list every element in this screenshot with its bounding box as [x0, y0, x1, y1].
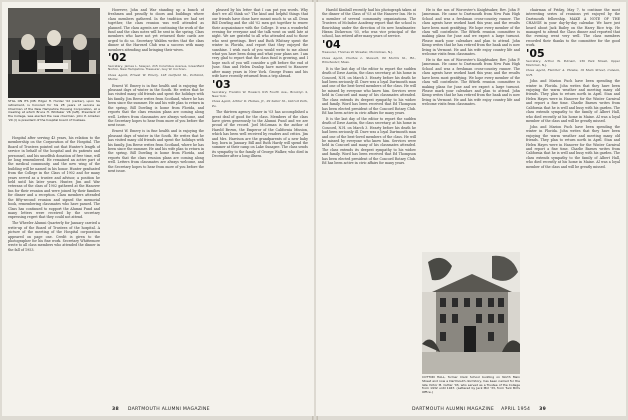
left-page-number: 38 — [112, 407, 119, 412]
class-02-notes-cont: Ernest W. Emery is in fine health and is enjoying the pleasant days of winter in the South. He writes that he has visited many old friends and spent the holidays with his family. Jim Reese writes from Scotland, where he has been since the summer. He and his wife plan to return in the spring. Bill Dowling is home from Florida, and reports that the class reunion plans are coming along well. Letters from classmates are always welcome, and the Secretary hopes to hear from more of you before the next issue. — [108, 129, 204, 173]
class-02-byline: Secretary, Jamea L. Sawyer, 215 Columbus Avenue, Greenfield Norton, New Hampshire. Treasurer, Guy W. Cochran. — [108, 63, 204, 72]
class-05-agent: Class Agent, Fletcher A. Hawks, 19 Main Street, Canaan, N.H. — [526, 68, 620, 77]
class-05-heading: '05 — [526, 46, 545, 60]
left-col2-paragraph: However, John and War standing up a bunch of freshmen and proudly to doors and buildings where class members gathered. In the tradition we had set together, the class reunion was well attended as planned. The class agents are continuing the work of the fund and the class notes will be sent in the spring. Class members who have not yet returned their cards are urged to do so. Secretary Walden writes that the class dinner at the Harvard Club was a success with many members attending and bringing their wives. — [108, 8, 204, 52]
right-col2-paragraph: He is the son of Worcester's Knightsaker, Rev. John P. Jamesman. He came to Dartmouth from New Pain High School and was a freshman cross-country runner. The class agents have worked hard this year, and the results have been most gratifying. We hope every member of the class will contribute. The fiftieth reunion committee is making plans for June and we expect a large turnout. Please mark your calendars and plan to attend. John Kemp writes that he has retired from the bank and is now living in Vermont. He and his wife enjoy country life and welcome visits from classmates. — [422, 8, 520, 57]
right-footer — [412, 407, 546, 412]
class-05-notes: John and Marion Fuch have been spending the winter in Florida. John writes that they have been enjoying the warm weather and meeting many old friends. They plan to return north in April. Stan and Helen Hayes were in Hanover for the Winter Carnival and report a fine time. Charlie Barnes writes from California that he is well and busy with his garden. The class extends sympathy to the family of Albert Hall, who died recently at his home in Maine. Al was a loyal member of the class and will be greatly missed. — [526, 79, 620, 123]
cutter-hall-photo — [422, 252, 520, 374]
class-04-byline: Treasurer, Thomas W. Streeter, Morristown, N.J. — [322, 50, 393, 55]
left-magazine-title: DARTMOUTH ALUMNI MAGAZINE — [127, 407, 210, 412]
class-03-heading: '03 — [212, 77, 231, 91]
left-column-3 — [212, 8, 308, 402]
class-03-agent: Class Agent, Arthur D. Haines, Jr., 29 Sellar St., Detroit Park, Pa. — [212, 99, 308, 108]
left-col1-paragraph-2: The Wheeler Alumni Quarterly for January carried a write-up of the Board of Trustees of the hospital. A picture of the meeting of the Hospital corporation appeared on page one. Credit is given to the photographer for his fine work. Secretary Whittemore wrote to all class members who attended the dinner in the fall of 1953. — [8, 221, 100, 252]
class-03-byline: Secretary, Franklin W. Howard, 615 Fourth Ave., Brooklyn 4, New York. — [212, 90, 308, 98]
right-col1-paragraph: Harold Kimball recently had his photograph taken at the dinner of the Class of '03 at the Hanover Inn. He is a member of several community organizations. The Trustees of McIndoe Academy report that the school is flourishing under the direction of its new headmaster. Hiram Dickerson '03, who was vice principal of the school, has retired after many years of service. — [322, 8, 416, 39]
right-col2-paragraph-2: He is the son of Worcester's Knightsaker, Rev. John P. Jamesman. He came to Dartmouth from New Pain High School and was a freshman cross-country runner. The class agents have worked hard this year, and the results have been most gratifying. We hope every member of the class will contribute. The fiftieth reunion committee is making plans for June and we expect a large turnout. Please mark your calendars and plan to attend. John Kemp writes that he has retired from the bank and is now living in Vermont. He and his wife enjoy country life and welcome visits from classmates. — [422, 58, 520, 107]
class-05-notes-cont: John and Marion Fuch have been spending the winter in Florida. John writes that they have been enjoying the warm weather and meeting many old friends. They plan to return north in April. Stan and Helen Hayes were in Hanover for the Winter Carnival and report a fine time. Charlie Barnes writes from California that he is well and busy with his garden. The class extends sympathy to the family of Albert Hall, who died recently at his home in Maine. Al was a loyal member of the class and will be greatly missed. — [526, 124, 620, 169]
class-04-agent: Class Agent, Charles L. Stewart, 60 Morris St., Rd., Winchester, Mass. — [322, 56, 416, 65]
class-05-byline: Secretary, Arthur W. Putnam, 130 Park Street, Upper Montclair, N.J. — [526, 59, 620, 67]
left-column-2 — [108, 8, 204, 402]
left-col1-paragraph: Hospital after serving 43 years, his relation to the membership on the Corporation of the Hospital. The Board of Trustees pointed out that Hunter's length of service in behalf of the hospital and its patients and personnel, and his unselfish donation of free time, will be long remembered. He remained an active part of the medical community, and the new wing of the building will be named in his honor. Hunter graduated from the College in the Class of 1902 and for many years served as a trustee and advisor, a position he held until his later years. Hunter, Jim and War veterans of the class of 1902 gathered at the Hanover Inn for their reunion and were joined by their families for dinner and a reception. Class members attended the fifty-second reunion and signed the memorial book, remembering classmates who have passed. The Class has continued to support the Alumni Fund and many letters were received by the secretary expressing regret that they could not attend. — [8, 136, 100, 220]
right-page-number: 39 — [539, 407, 547, 412]
class-04-heading: '04 — [322, 37, 341, 51]
class-04-notes-cont: It is the last day of the editor to report the sudden death of Dave Austin, the class secretary, at his home in Concord, N.H. on March 3. Hearty before his death he had been seriously ill. Dave was a loyal Dartmouth man and one of the best-loved members of the class. He will be missed by everyone who knew him. Services were held in Concord and many of his classmates attended. The class extends its deepest sympathy to his widow and family. Word has been received that Ed Thompson has been elected president of the Concord Rotary Club. Ed has been active in civic affairs for many years. — [322, 116, 416, 165]
class-02-heading: '02 — [108, 51, 127, 65]
left-footer — [112, 407, 210, 412]
cutter-hall-caption: COTTON HALL, former Clark School building on North Main Street and now a Dartmouth dormitory, has been named for the late Victor M. Cutter '03, who served as a Trustee of the College from 1932 until 1947. (Lettered by Jack Mirl '33, from Tuck Bill's Office.) — [422, 375, 520, 395]
right-column-1 — [322, 8, 416, 402]
meeting-photo-caption: STILL ON ITS JOB: Edgar H. Hunter '02 (center), upon his retirement, is honored for his 28 years of service as Chairman of the New Hampshire Housing Corporation, at a meeting at which Bruce H. Whitaker '26 (left), President of the College, was elected the new chairman. John P. Amsden '20 (r) is president of the hospital board of trustees. — [8, 99, 100, 122]
right-col3-paragraph: chairman of Friday, May 7, to continue the most interesting series of reunions yet enjoyed by the Dartmouth fellowship. MAKE A NOTE OF THE CHANGE in your day-by-day calendar. We have just heard about Jack Bailey on the Harry Rice trip. He managed to attend the Class dinner and reported that the evening went very well. The class members recorded their thanks to the committee for the good work. — [526, 8, 620, 48]
issue-date: APRIL 1954 — [501, 407, 531, 412]
class-03-notes: The thirteen agency dinner in '03 has accomplished a great deal of good for the class. Members of the class have given generously to the Alumni Fund and we are proud of the record. Joel McLeman is the author of Harold Brown, the Emperor of the California Mission, which has been well received by readers and critics. Jim and Mrs. Harrison are the grandparents of a new baby boy, born in January. Bill and Ruth Hardy will spend the summer at their camp on Lake Sunapee. The class sends its sympathy to the family of George Walker, who died in December after a long illness. — [212, 110, 308, 159]
right-magazine-title: DARTMOUTH ALUMNI MAGAZINE — [412, 407, 495, 412]
left-column-1 — [8, 136, 100, 402]
left-col3-paragraph: pleased by his letter that I can put you words. Why don't we all think so? The kind and helpful things that our friends have done have meant much to us all. Dean Bill Dowling and the old '02 men got together to renew their acquaintance with the College. It was a wonderful evening for everyone and the talk went on until late at night. We are grateful to all who attended and to those who sent greetings. Bert and Ruth Whitney spent the winter in Florida, and report that they enjoyed the sunshine. I wish each of you would write to me about what you have been doing and what your plans are. I am very glad to report that the class fund is growing, and I hope each of you will consider a gift before the end of June. Stan and Helen Dunlop have moved to Hanover after many years in New York. George Evans and his wife have recently returned from a trip abroad. — [212, 8, 308, 79]
right-column-2 — [422, 8, 520, 248]
right-page — [316, 2, 626, 416]
left-page — [2, 2, 314, 416]
class-02-notes: Ernest W. Emery is in fine health and is enjoying the pleasant days of winter in the South. He writes that he has visited many old friends and spent the holidays with his family. Jim Reese writes from Scotland, where he has been since the summer. He and his wife plan to return in the spring. Bill Dowling is home from Florida, and reports that the class reunion plans are coming along well. Letters from classmates are always welcome, and the Secretary hopes to hear from more of you before the next issue. — [108, 83, 204, 128]
class-02-agent: Class Agent, Ernest W. Emery, 128 Garfield St., Portland, Maine. — [108, 72, 204, 82]
class-04-notes: It is the last day of the editor to report the sudden death of Dave Austin, the class secretary, at his home in Concord, N.H. on March 3. Hearty before his death he had been seriously ill. Dave was a loyal Dartmouth man and one of the best-loved members of the class. He will be missed by everyone who knew him. Services were held in Concord and many of his classmates attended. The class extends its deepest sympathy to his widow and family. Word has been received that Ed Thompson has been elected president of the Concord Rotary Club. Ed has been active in civic affairs for many years. — [322, 66, 416, 115]
meeting-photo — [8, 8, 100, 98]
right-column-3 — [526, 8, 620, 402]
